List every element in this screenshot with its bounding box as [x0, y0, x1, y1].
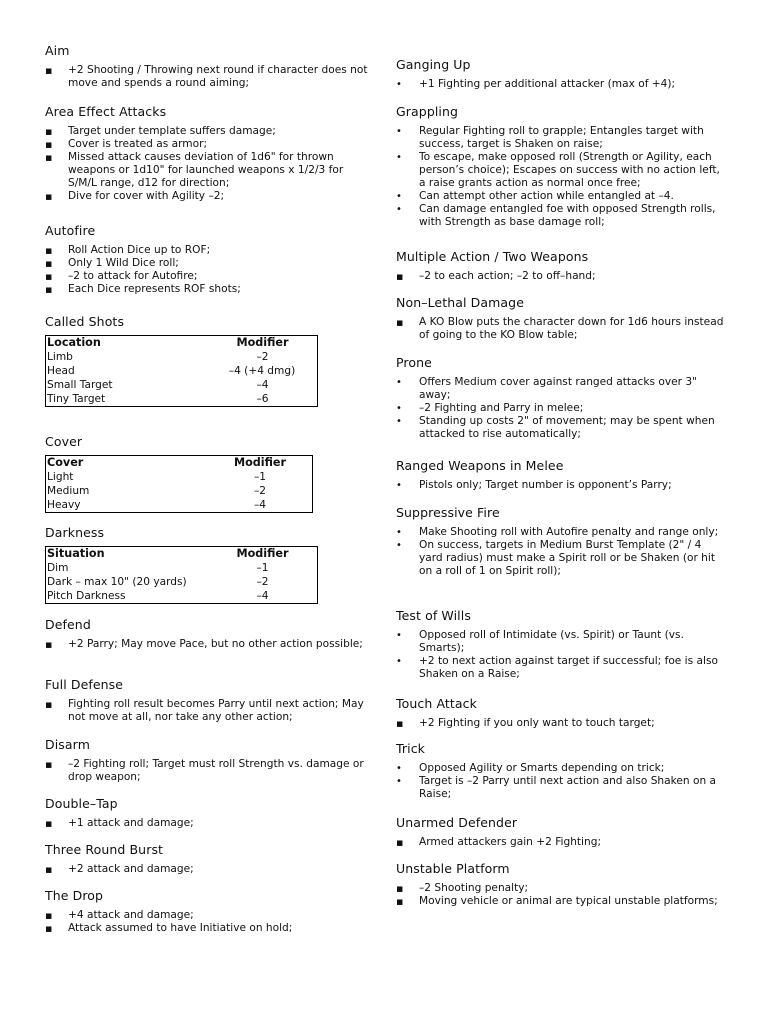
table-cell: –4 — [256, 590, 269, 602]
bullet-list — [45, 698, 375, 724]
section-darkness — [45, 525, 375, 604]
table-row — [46, 561, 318, 575]
section-heading: Defend — [45, 617, 91, 632]
section-non-lethal-damage — [396, 295, 726, 342]
section-heading: Darkness — [45, 525, 105, 540]
table-cell: Dark – max 10" (20 yards) — [47, 576, 187, 588]
bullet-list — [45, 817, 375, 830]
table-cell: –6 — [256, 393, 269, 405]
table-cell: Small Target — [47, 379, 113, 391]
section-heading: Prone — [396, 355, 432, 370]
table-row — [46, 575, 318, 589]
list-item: ▪ +2 Parry; May move Pace, but no other action possible; — [45, 638, 375, 651]
bullet-list — [45, 638, 375, 651]
section-autofire — [45, 223, 375, 296]
list-item: • +2 to next action against target if successful; foe is also Shaken on a Raise; — [396, 655, 726, 681]
list-item: • Offers Medium cover against ranged attacks over 3" away; — [396, 376, 726, 402]
list-item: • Standing up costs 2" of movement; may be spent when attacked to rise automatically; — [396, 415, 726, 441]
section-double-tap — [45, 796, 375, 830]
list-item: ▪ +2 Shooting / Throwing next round if character does not move and spends a round aiming; — [45, 64, 375, 90]
table-cell: –4 — [256, 379, 269, 391]
table-cell: Limb — [47, 351, 73, 363]
list-item: • –2 Fighting and Parry in melee; — [396, 402, 726, 415]
table-row — [46, 350, 318, 364]
section-area-effect-attacks — [45, 104, 375, 203]
list-item: ▪ –2 Fighting roll; Target must roll Strength vs. damage or drop weapon; — [45, 758, 375, 784]
section-called-shots — [45, 314, 375, 407]
bullet-list — [396, 526, 726, 578]
called-shots-table — [45, 335, 318, 407]
bullet-list — [396, 479, 726, 492]
list-item: ▪ –2 to attack for Autofire; — [45, 270, 375, 283]
section-disarm — [45, 737, 375, 784]
bullet-list — [396, 78, 726, 91]
table-cell: Dim — [47, 562, 69, 574]
list-item: ▪ +2 attack and damage; — [45, 863, 375, 876]
bullet-list — [396, 316, 726, 342]
bullet-list — [45, 909, 375, 935]
table-row — [46, 470, 313, 484]
table-cell: –1 — [253, 471, 267, 483]
bullet-list — [45, 244, 375, 296]
table-cell: Medium — [47, 485, 90, 497]
table-cell: Tiny Target — [47, 393, 106, 405]
cover-table — [45, 455, 313, 513]
section-three-round-burst — [45, 842, 375, 876]
table-cell: Pitch Darkness — [47, 590, 126, 602]
section-heading: Ranged Weapons in Melee — [396, 458, 564, 473]
darkness-table — [45, 546, 318, 604]
section-defend — [45, 617, 375, 651]
list-item: • To escape, make opposed roll (Strength or Agility, each person’s choice); Escapes on success with no action left, a raise grants action as normal once free; — [396, 151, 726, 190]
section-heading: Grappling — [396, 104, 459, 119]
bullet-list — [45, 863, 375, 876]
section-full-defense — [45, 677, 375, 724]
bullet-list — [396, 836, 726, 849]
list-item: ▪ –2 to each action; –2 to off–hand; — [396, 270, 726, 283]
list-item: • On success, targets in Medium Burst Template (2" / 4 yard radius) must make a Spirit roll or be Shaken (or hit on a roll of 1 on Spirit roll); — [396, 539, 726, 578]
column-header: Location — [47, 336, 101, 349]
list-item: • Opposed Agility or Smarts depending on trick; — [396, 762, 726, 775]
section-heading: Non–Lethal Damage — [396, 295, 524, 310]
list-item: ▪ Roll Action Dice up to ROF; — [45, 244, 375, 257]
section-grappling — [396, 104, 726, 229]
bullet-list — [45, 758, 375, 784]
column-header: Modifier — [236, 336, 289, 349]
table-cell: –4 (+4 dmg) — [228, 365, 296, 377]
list-item: ▪ +1 attack and damage; — [45, 817, 375, 830]
section-heading: Autofire — [45, 223, 96, 238]
table-cell: –2 — [256, 351, 269, 363]
list-item: ▪ Target under template suffers damage; — [45, 125, 375, 138]
list-item: ▪ Attack assumed to have Initiative on hold; — [45, 922, 375, 935]
section-multiple-action — [396, 249, 726, 283]
table-cell: –1 — [256, 562, 269, 574]
table-row — [46, 378, 318, 392]
section-heading: Double–Tap — [45, 796, 118, 811]
section-unarmed-defender — [396, 815, 726, 849]
bullet-list — [396, 882, 726, 908]
table-cell: Head — [47, 365, 75, 377]
list-item: • Target is –2 Parry until next action and also Shaken on a Raise; — [396, 775, 726, 801]
column-header: Modifier — [236, 547, 289, 560]
table-row — [46, 589, 318, 604]
section-heading: Test of Wills — [396, 608, 471, 623]
table-cell: –2 — [253, 485, 267, 497]
section-ganging-up — [396, 57, 726, 91]
section-prone — [396, 355, 726, 441]
column-header: Modifier — [233, 456, 287, 469]
section-heading: Multiple Action / Two Weapons — [396, 249, 589, 264]
section-heading: Cover — [45, 434, 83, 449]
bullet-list — [396, 125, 726, 229]
list-item: • +1 Fighting per additional attacker (max of +4); — [396, 78, 726, 91]
table-row — [46, 498, 313, 513]
list-item: ▪ Moving vehicle or animal are typical unstable platforms; — [396, 895, 726, 908]
section-ranged-weapons-in-melee — [396, 458, 726, 492]
section-trick — [396, 741, 726, 801]
section-test-of-wills — [396, 608, 726, 681]
section-heading: Trick — [396, 741, 426, 756]
list-item: • Can damage entangled foe with opposed Strength rolls, with Strength as base damage roll; — [396, 203, 726, 229]
section-heading: Called Shots — [45, 314, 125, 329]
list-item: • Can attempt other action while entangled at –4. — [396, 190, 726, 203]
section-touch-attack — [396, 696, 726, 730]
section-heading: Three Round Burst — [45, 842, 164, 857]
section-heading: Unstable Platform — [396, 861, 510, 876]
section-heading: Area Effect Attacks — [45, 104, 167, 119]
list-item: ▪ Fighting roll result becomes Parry until next action; May not move at all, nor take any other action; — [45, 698, 375, 724]
section-heading: Unarmed Defender — [396, 815, 518, 830]
table-header-row — [46, 336, 318, 351]
list-item: ▪ –2 Shooting penalty; — [396, 882, 726, 895]
table-header-row — [46, 547, 318, 562]
bullet-list — [396, 270, 726, 283]
list-item: ▪ Cover is treated as armor; — [45, 138, 375, 151]
list-item: ▪ Only 1 Wild Dice roll; — [45, 257, 375, 270]
bullet-list — [45, 125, 375, 203]
bullet-list — [396, 762, 726, 801]
section-heading: Full Defense — [45, 677, 124, 692]
list-item: ▪ Armed attackers gain +2 Fighting; — [396, 836, 726, 849]
table-cell: –2 — [256, 576, 269, 588]
bullet-list — [45, 64, 375, 90]
list-item: ▪ +2 Fighting if you only want to touch target; — [396, 717, 726, 730]
list-item: • Make Shooting roll with Autofire penalty and range only; — [396, 526, 726, 539]
bullet-list — [396, 376, 726, 441]
section-aim — [45, 43, 375, 90]
section-cover — [45, 434, 375, 513]
section-heading: Touch Attack — [396, 696, 477, 711]
bullet-list — [396, 629, 726, 681]
column-header: Situation — [47, 547, 105, 560]
table-row — [46, 392, 318, 407]
table-cell: Light — [47, 471, 74, 483]
table-row — [46, 484, 313, 498]
list-item: ▪ Missed attack causes deviation of 1d6" for thrown weapons or 1d10" for launched weapons x 1/2/3 for S/M/L range, d12 for direction; — [45, 151, 375, 190]
section-heading: Aim — [45, 43, 70, 58]
section-heading: Disarm — [45, 737, 90, 752]
table-header-row — [46, 456, 313, 471]
list-item: • Regular Fighting roll to grapple; Entangles target with success, target is Shaken on raise; — [396, 125, 726, 151]
section-the-drop — [45, 888, 375, 935]
list-item: • Pistols only; Target number is opponent’s Parry; — [396, 479, 726, 492]
list-item: ▪ A KO Blow puts the character down for 1d6 hours instead of going to the KO Blow table; — [396, 316, 726, 342]
list-item: ▪ +4 attack and damage; — [45, 909, 375, 922]
table-cell: –4 — [253, 499, 267, 511]
section-unstable-platform — [396, 861, 726, 908]
section-heading: Ganging Up — [396, 57, 471, 72]
section-heading: The Drop — [45, 888, 104, 903]
table-row — [46, 364, 318, 378]
table-cell: Heavy — [47, 499, 81, 511]
section-suppressive-fire — [396, 505, 726, 578]
section-heading: Suppressive Fire — [396, 505, 500, 520]
list-item: ▪ Each Dice represents ROF shots; — [45, 283, 375, 296]
list-item: • Opposed roll of Intimidate (vs. Spirit) or Taunt (vs. Smarts); — [396, 629, 726, 655]
list-item: ▪ Dive for cover with Agility –2; — [45, 190, 375, 203]
bullet-list — [396, 717, 726, 730]
column-header: Cover — [47, 456, 84, 469]
